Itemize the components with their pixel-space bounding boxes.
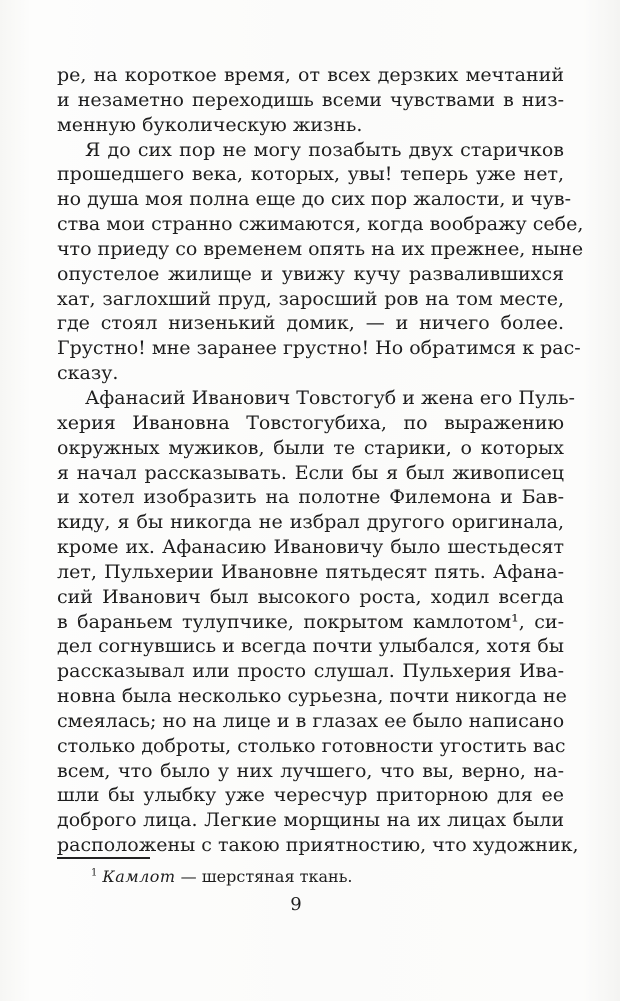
text-line: прошедшего века, которых, увы! теперь уже нет, <box>57 163 564 186</box>
text-line: окружных мужиков, были те старики, о которых <box>57 436 564 459</box>
footnote-text <box>57 866 564 888</box>
text-line: рассказывал или просто слушал. Пульхерия Ива- <box>57 660 564 683</box>
text-line: опустелое жилище и увижу кучу развалившихся <box>57 262 564 285</box>
text-line: херия Ивановна Товстогубиха, по выражению <box>57 411 564 434</box>
text-line: где стоял низенький домик, — и ничего более. <box>57 312 564 335</box>
footnote-definition: — шерстяная ткань. <box>175 867 353 886</box>
text-line: расположены с такою приятностию, что художник, <box>57 834 579 857</box>
footnote-separator <box>57 857 150 859</box>
text-line: ства мои странно сжимаются, когда воображу себе, <box>57 213 584 236</box>
text-line: сказу. <box>57 362 119 385</box>
text-line: лет, Пульхерии Ивановне пятьдесят пять. Афана- <box>57 560 564 583</box>
page-number: 9 <box>290 894 302 915</box>
paragraph <box>57 63 564 138</box>
paragraph <box>57 386 579 858</box>
text-line: кроме их. Афанасию Ивановичу было шестьдесят <box>57 536 564 559</box>
text-line: столько доброты, столько готовности угостить вас <box>57 734 566 757</box>
paragraph <box>57 138 584 386</box>
text-line: новна была несколько сурьезна, почти никогда не <box>57 685 567 708</box>
text-line: смеялась; но на лице и в глазах ее было написано <box>57 709 565 732</box>
text-line: но душа моя полна еще до сих пор жалости, и чув- <box>57 188 572 211</box>
body-text <box>57 63 584 858</box>
footnote-marker: 1 <box>91 867 98 879</box>
footnote-term: Камлот <box>102 867 176 886</box>
text-line: киду, я бы никогда не избрал другого оригинала, <box>57 511 564 534</box>
text-line: всем, что было у них лучшего, что вы, верно, на- <box>57 759 564 782</box>
text-line: хат, заглохший пруд, заросший ров на том месте, <box>57 287 564 310</box>
text-line: Грустно! мне заранее грустно! Но обратимся к рас- <box>57 337 581 360</box>
text-line: шли бы улыбку уже чересчур приторною для ее <box>57 784 564 807</box>
text-line: сий Иванович был высокого роста, ходил всегда <box>57 585 564 608</box>
text-line: что приеду со временем опять на их прежнее, ныне <box>57 237 584 260</box>
text-line: доброго лица. Легкие морщины на их лицах были <box>57 809 564 832</box>
text-line: и незаметно переходишь всеми чувствами в низ- <box>57 88 564 111</box>
text-line: ре, на короткое время, от всех дерзких мечтаний <box>57 64 564 86</box>
text-line: дел согнувшись и всегда почти улыбался, хотя бы <box>57 635 564 658</box>
text-line: я начал рассказывать. Если бы я был живописец <box>57 461 564 484</box>
text-line: и хотел изобразить на полотне Филемона и Бав- <box>57 486 564 509</box>
text-line: Я до сих пор не могу позабыть двух старичков <box>85 138 564 161</box>
text-line: в бараньем тулупчике, покрытом камлотом¹, си- <box>57 610 564 633</box>
text-line: Афанасий Иванович Товстогуб и жена его Пуль- <box>85 386 575 409</box>
text-line: менную буколическую жизнь. <box>57 113 363 136</box>
footnote <box>57 866 564 888</box>
